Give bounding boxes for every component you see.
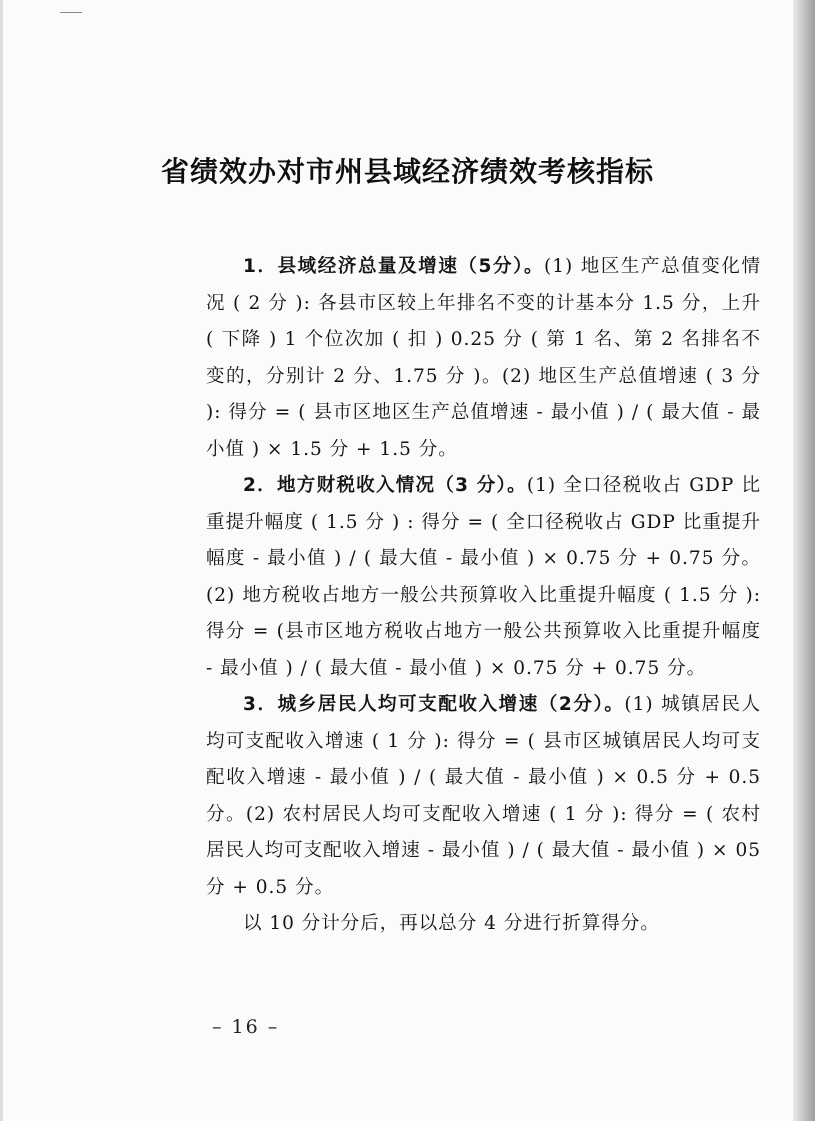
section-2 [206, 468, 761, 687]
section-1-text: (1) 地区生产总值变化情况 ( 2 分 ): 各县市区较上年排名不变的计基本分 1.5 分，上升 ( 下降 ) 1 个位次加 ( 扣 ) 0.25 分 ( 第 1 名、第 2 名排名不变的，分别计 2 分、1.75 分 )。(2) 地区生产总值增速 ( 3 分 ): 得分 = ( 县市区地区生产总值增速 - 最小值 ) / ( 最大值 - 最小值 ) × 1.5 分 + 1.5 分。 [206, 256, 762, 460]
section-2-text: (1) 全口径税收占 GDP 比重提升幅度 ( 1.5 分 ) : 得分 = ( 全口径税收占 GDP 比重提升幅度 - 最小值 ) / ( 最大值 - 最小值 ) × 0.75 分 + 0.75 分。(2) 地方税收占地方一般公共预算收入比重提升幅度 ( 1.5 分 ): 得分 = (县市区地方税收占地方一般公共预算收入比重提升幅度 - 最小值 ) / ( 最大值 - 最小值 ) × 0.75 分 + 0.75 分。 [206, 475, 761, 679]
document-body [206, 249, 761, 943]
section-1 [206, 249, 761, 468]
section-1-heading: 1．县域经济总量及增速（5分）。 [243, 256, 545, 277]
section-3 [206, 687, 761, 906]
document-title: 省绩效办对市州县域经济绩效考核指标 [160, 155, 654, 188]
section-2-heading: 2．地方财税收入情况（3 分）。 [243, 475, 527, 496]
closing-paragraph: 以 10 分计分后，再以总分 4 分进行折算得分。 [243, 913, 660, 934]
section-3-text: (1) 城镇居民人均可支配收入增速 ( 1 分 ): 得分 = ( 县市区城镇居民人均可支配收入增速 - 最小值 ) / ( 最大值 - 最小值 ) × 0.5 分 + 0.5 分。(2) 农村居民人均可支配收入增速 ( 1 分 ): 得分 = ( 农村居民人均可支配收入增速 - 最小值 ) / ( 最大值 - 最小值 ) × 05 分 + 0.5 分。 [206, 694, 761, 898]
scan-mark [60, 12, 82, 13]
section-3-heading: 3．城乡居民人均可支配收入增速（2分）。 [243, 694, 625, 715]
page-number: – 16 – [212, 1016, 280, 1038]
